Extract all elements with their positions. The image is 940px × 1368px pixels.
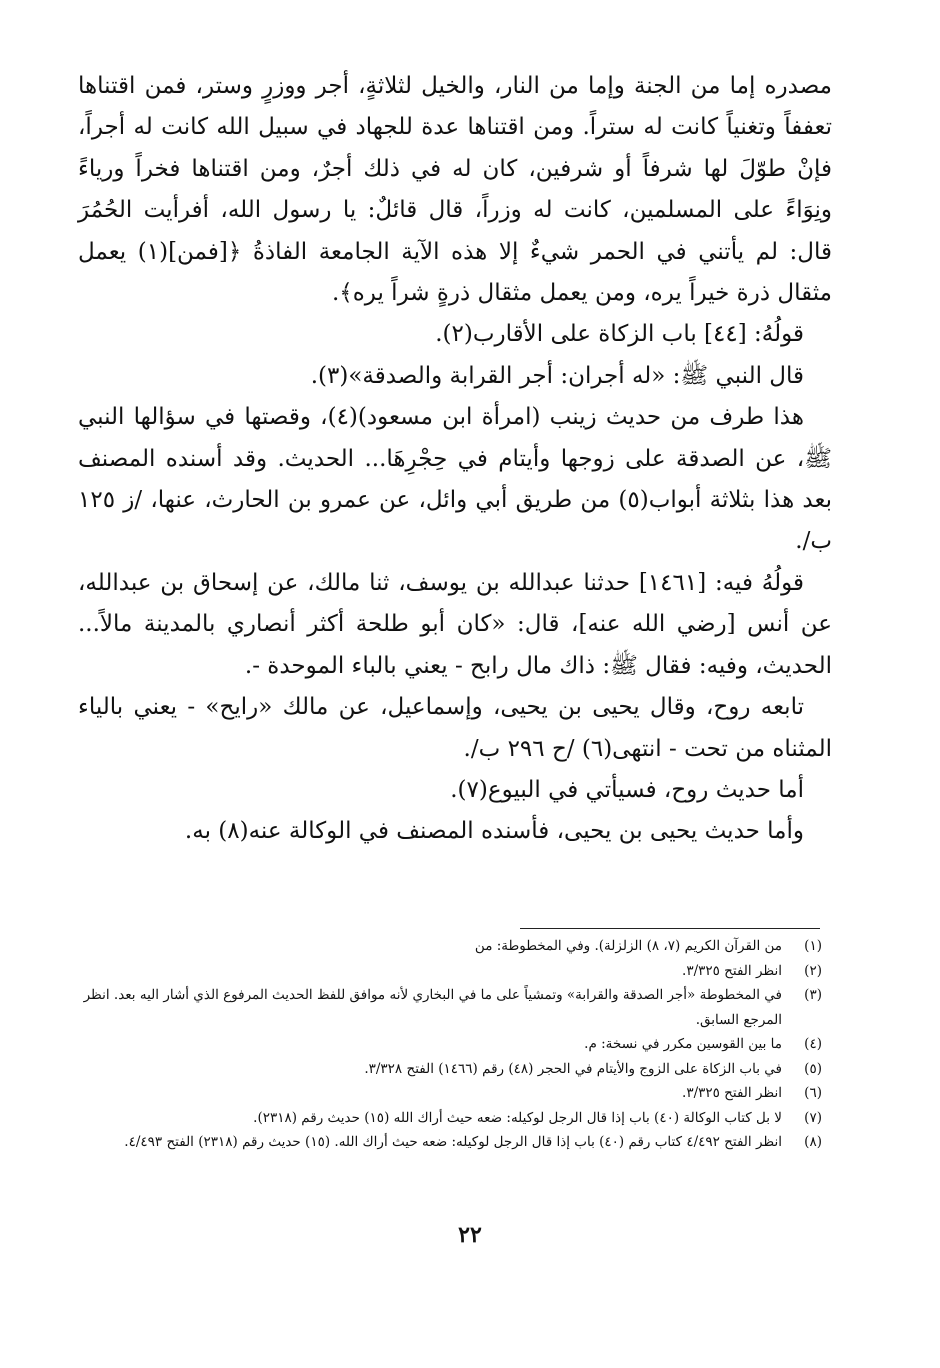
footnote-text: في المخطوطة «أجر الصدقة والقرابة» وتمشياً على ما في البخاري لأنه موافق للفظ الحديث المرفوع الذي أشار اليه بعد. انظر المرجع السابق. xyxy=(83,987,782,1028)
footnote-number: (٥) xyxy=(804,1060,822,1077)
footnotes xyxy=(70,934,822,1155)
main-text xyxy=(78,66,832,853)
footnote xyxy=(70,959,822,984)
footnote-number: (٣) xyxy=(804,987,822,1003)
footnote xyxy=(70,1106,822,1131)
paragraph: قولُهُ فيه: [١٤٦١] حدثنا عبدالله بن يوسف، ثنا مالك، عن إسحاق بن عبدالله، عن أنس [رضي الله عنه]، قال: «كان أبو طلحة أكثر أنصاري بالمدينة مالاً... الحديث، وفيه: فقال ﷺ: ذاك مال رابح - يعني بالباء الموحدة -. xyxy=(78,569,832,679)
footnote-number: (٨) xyxy=(804,1134,822,1150)
paragraph: قال النبي ﷺ: «له أجران: أجر القرابة والصدقة»(٣). xyxy=(310,362,804,389)
footnote-text: انظر الفتح ٣/٣٢٥. xyxy=(682,1085,782,1101)
footnote-number: (٧) xyxy=(804,1109,822,1126)
paragraph: قولُهُ: [٤٤] باب الزكاة على الأقارب(٢). xyxy=(435,321,804,348)
paragraph: وأما حديث يحيى بن يحيى، فأسنده المصنف في الوكالة عنه(٨) به. xyxy=(184,818,804,845)
footnote-divider xyxy=(520,928,820,929)
paragraph: أما حديث روح، فسيأتي في البيوع(٧). xyxy=(450,776,804,803)
footnote xyxy=(70,1057,822,1082)
paragraph: تابعه روح، وقال يحيى بن يحيى، وإسماعيل، عن مالك «رايح» - يعني بالياء المثناه من تحت - انتهى(٦) /ح ٢٩٦ ب/. xyxy=(78,694,832,762)
footnote-text: انظر الفتح ٤/٤٩٢ كتاب رقم (٤٠) باب إذا قال الرجل لوكيله: ضعه حيث أراك الله. (١٥) حديث رقم (٢٣١٨) الفتح ٤/٤٩٣. xyxy=(124,1134,782,1150)
footnote-text: لا بل كتاب الوكالة (٤٠) باب إذا قال الرجل لوكيله: ضعه حيث أراك الله (١٥) حديث رقم (٢٣١٨). xyxy=(253,1109,782,1126)
footnote xyxy=(70,983,822,1032)
footnote-text: من القرآن الكريم (٧، ٨) الزلزلة). وفي المخطوطة: من xyxy=(474,938,782,954)
footnote xyxy=(70,1081,822,1106)
footnote-number: (٦) xyxy=(804,1085,822,1101)
footnote xyxy=(70,1130,822,1155)
footnote-text: انظر الفتح ٣/٣٢٥. xyxy=(682,962,782,979)
footnote-number: (٢) xyxy=(804,962,822,979)
footnote-number: (١) xyxy=(804,938,822,954)
footnote-number: (٤) xyxy=(804,1036,822,1052)
footnote xyxy=(70,934,822,959)
footnote xyxy=(70,1032,822,1057)
paragraph: هذا طرف من حديث زينب (امرأة ابن مسعود)(٤)، وقصتها في سؤالها النبي ﷺ، عن الصدقة على زوجها وأيتام في حِجْرِهَا... الحديث. وقد أسنده المصنف بعد هذا بثلاثة أبواب(٥) من طريق أبي وائل، عن عمرو بن الحارث، عنها، /ز ١٢٥ ب/. xyxy=(78,404,833,555)
paragraph: مصدره إما من الجنة وإما من النار، والخيل لثلاثةٍ، أجر ووزرٍ وستر، فمن اقتناها تعففاً وتغنياً كانت له ستراً. ومن اقتناها عدة للجهاد في سبيل الله كانت له أجراً، فإنْ طوّلَ لها شرفاً أو شرفين، كان له في ذلك أجرٌ، ومن اقتناها فخراً ورياءً ونِوَاءً على المسلمين، كانت له وزراً، قال قائلٌ: يا رسول الله، أفرأيت الحُمُرَ قال: لم يأتني في الحمر شيءٌ إلا هذه الآية الجامعة الفاذةُ ﴿[فمن](١) يعمل مثقال ذرة خيراً يره، ومن يعمل مثقال ذرةٍ شراً يره﴾. xyxy=(78,73,832,307)
footnote-text: في باب الزكاة على الزوج والأيتام في الحجر (٤٨) رقم (١٤٦٦) الفتح ٣/٣٢٨. xyxy=(364,1060,782,1077)
footnote-text: ما بين القوسين مكرر في نسخة: م. xyxy=(584,1036,782,1052)
page-number: ٢٢ xyxy=(458,1222,482,1248)
